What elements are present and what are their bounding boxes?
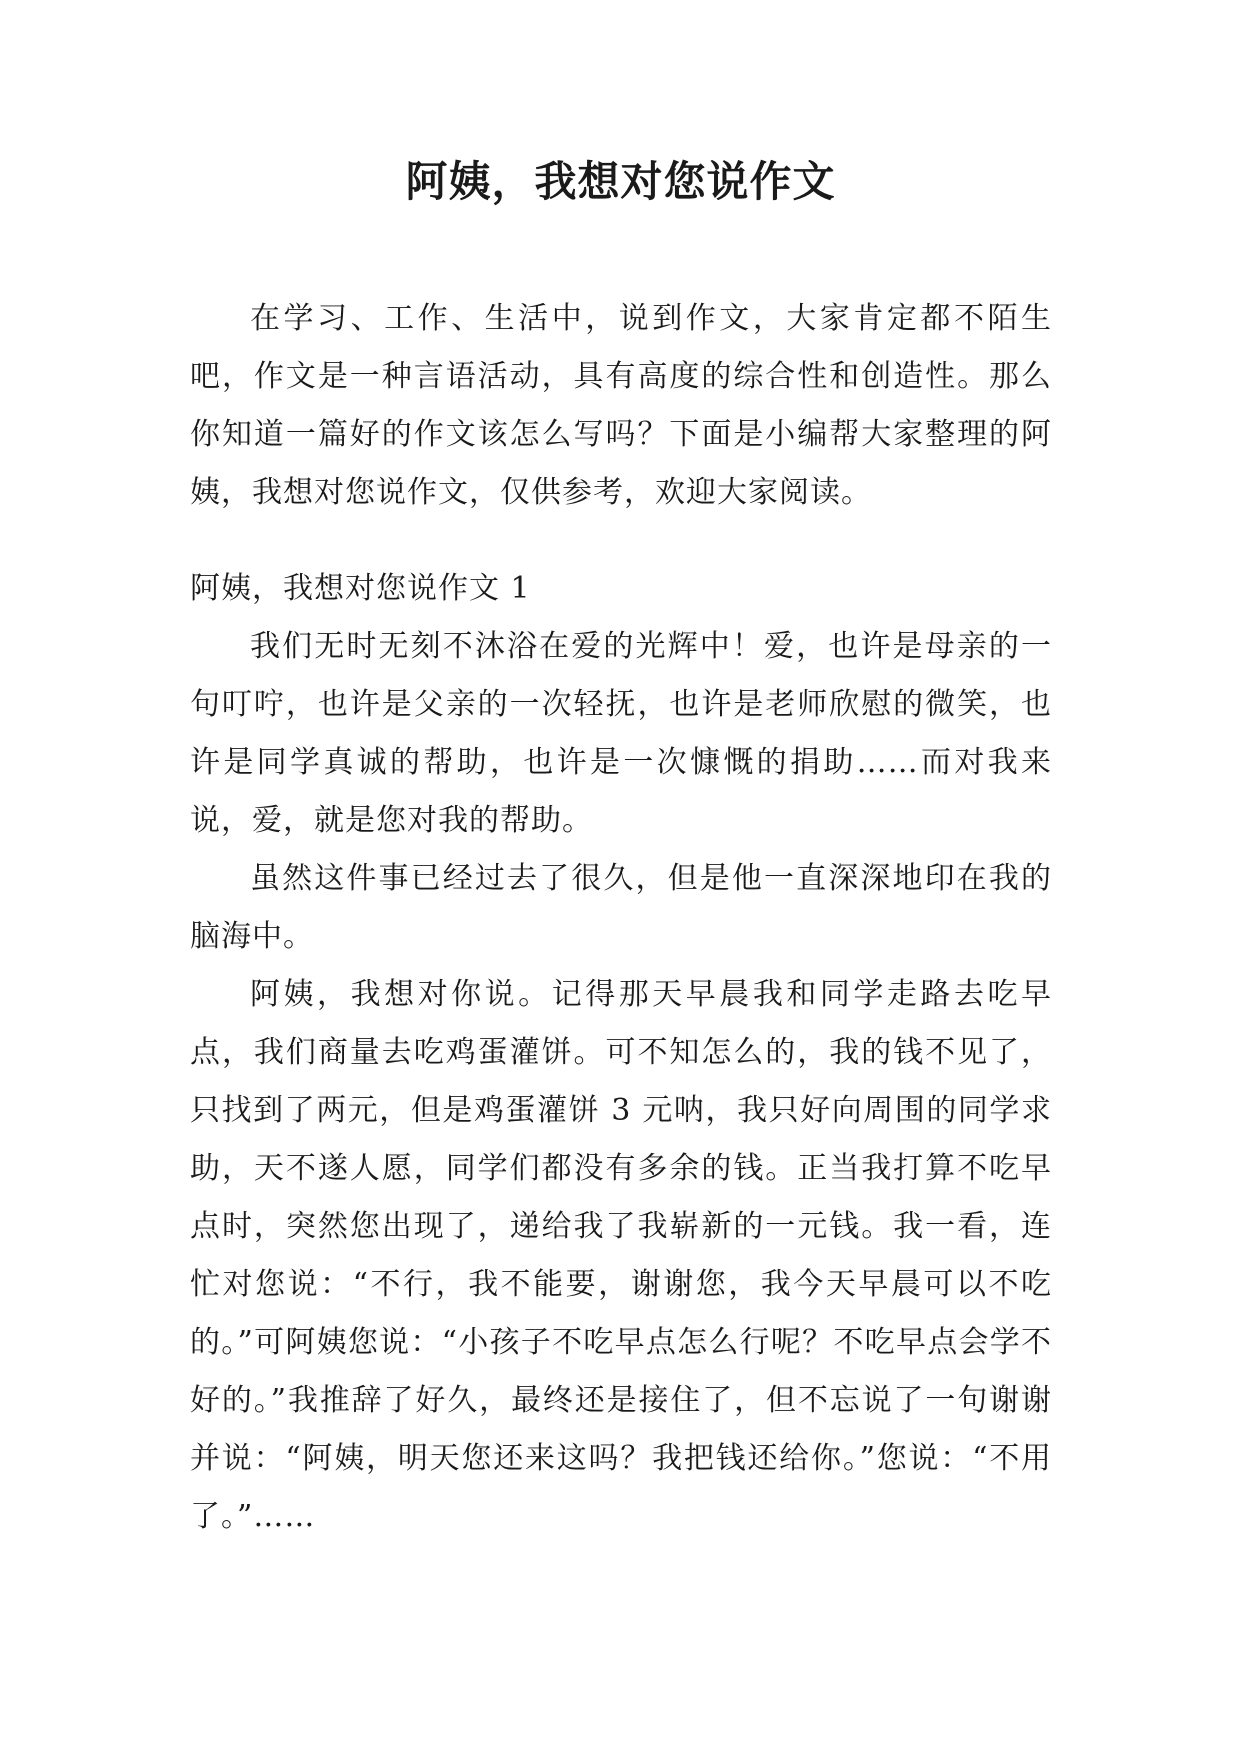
body-paragraph-2: 虽然这件事已经过去了很久，但是他一直深深地印在我的脑海中。 — [190, 861, 1052, 954]
body-paragraph-3: 阿姨，我想对你说。记得那天早晨我和同学走路去吃早点，我们商量去吃鸡蛋灌饼。可不知怎么的，我的钱不见了，只找到了两元，但是鸡蛋灌饼 3 元呐，我只好向周围的同学求助，天不遂人愿，同学们都没有多余的钱。正当我打算不吃早点时，突然您出现了，递给我了我崭新的一元钱。我一看，连忙对您说：“不行，我不能要，谢谢您，我今天早晨可以不吃的。”可阿姨您说：“小孩子不吃早点怎么行呢？不吃早点会学不好的。”我推辞了好久，最终还是接住了，但不忘说了一句谢谢并说：“阿姨，明天您还来这吗？我把钱还给你。”您说：“不用了。”…… — [190, 977, 1052, 1534]
section-title: 阿姨，我想对您说作文 1 — [190, 571, 531, 606]
intro-paragraph: 在学习、工作、生活中，说到作文，大家肯定都不陌生吧，作文是一种言语活动，具有高度的综合性和创造性。那么你知道一篇好的作文该怎么写吗？下面是小编帮大家整理的阿姨，我想对您说作文，仅供参考，欢迎大家阅读。 — [190, 301, 1052, 510]
document-title: 阿姨，我想对您说作文 — [405, 157, 836, 206]
body-paragraph-1: 我们无时无刻不沐浴在爱的光辉中！爱，也许是母亲的一句叮咛，也许是父亲的一次轻抚，也许是老师欣慰的微笑，也许是同学真诚的帮助，也许是一次慷慨的捐助……而对我来说，爱，就是您对我的帮助。 — [190, 629, 1052, 838]
document-body — [190, 290, 1052, 1546]
